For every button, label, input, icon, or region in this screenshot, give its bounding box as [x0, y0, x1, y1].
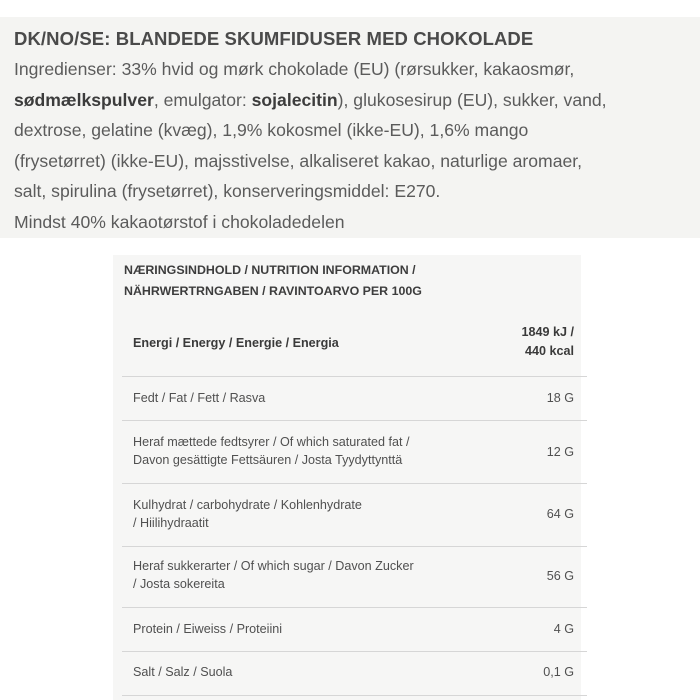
nutrition-header — [113, 255, 581, 302]
nutrition-row-carbohydrate — [122, 484, 587, 547]
protein-label: Protein / Eiweiss / Proteiini — [133, 622, 283, 636]
ingredients-line-2 — [14, 85, 698, 116]
carbohydrate-value: 64 G — [546, 507, 574, 521]
nutrition-row-sugar — [122, 547, 587, 608]
nutrition-row-saturated-fat — [122, 421, 587, 484]
saturated-fat-label-line-2: Davon gesättigte Fettsäuren / Josta Tyydyttynttä — [133, 453, 403, 467]
ingredients-line-6: Mindst 40% kakaotørstof i chokoladedelen — [14, 211, 345, 232]
allergen-milk: sødmælkspulver — [14, 89, 154, 110]
saturated-fat-label — [133, 433, 409, 469]
ingredients-line-5: salt, spirulina (frysetørret), konserveringsmiddel: E270. — [14, 181, 441, 201]
salt-value: 0,1 G — [543, 665, 574, 679]
energy-value-kcal: 440 kcal — [524, 344, 574, 358]
ingredients-panel — [0, 17, 700, 238]
nutrition-row-energy — [122, 308, 587, 377]
ingredients-text — [14, 54, 698, 237]
nutrition-row-protein — [122, 608, 587, 652]
energy-label: Energi / Energy / Energie / Energia — [133, 336, 339, 350]
nutrition-row-fat — [122, 377, 587, 421]
energy-value-kj: 1849 kJ / — [521, 325, 574, 339]
sugar-value: 56 G — [546, 569, 574, 583]
sugar-label-line-1: Heraf sukkerarter / Of which sugar / Davon Zucker — [133, 559, 414, 573]
ingredients-line-2-end: ), glukosesirup (EU), sukker, vand, — [337, 89, 607, 110]
ingredients-line-4: (frysetørret) (ikke-EU), majsstivelse, alkaliseret kakao, naturlige aromaer, — [14, 150, 583, 171]
energy-value — [521, 323, 574, 361]
carbohydrate-label-line-1: Kulhydrat / carbohydrate / Kohlenhydrate — [133, 498, 362, 512]
ingredients-line-3: dextrose, gelatine (kvæg), 1,9% kokosmel (ikke-EU), 1,6% mango — [14, 120, 529, 140]
carbohydrate-label-line-2: / Hiilihydraatit — [133, 516, 209, 530]
ingredients-line-2-mid: , emulgator: — [153, 89, 252, 110]
protein-value: 4 G — [553, 622, 574, 636]
ingredients-title: DK/NO/SE: BLANDEDE SKUMFIDUSER MED CHOKOLADE — [14, 28, 534, 49]
nutrition-header-line-2: NÄHRWERTRNGABEN / RAVINTOARVO PER 100G — [124, 284, 422, 298]
sugar-label — [133, 557, 414, 593]
fat-value: 18 G — [546, 391, 574, 405]
saturated-fat-label-line-1: Heraf mættede fedtsyrer / Of which saturated fat / — [133, 435, 410, 449]
nutrition-row-salt — [122, 652, 587, 696]
allergen-soy: sojalecitin — [251, 89, 338, 110]
sugar-label-line-2: / Josta sokereita — [133, 577, 225, 591]
salt-label: Salt / Salz / Suola — [133, 665, 233, 679]
saturated-fat-value: 12 G — [546, 445, 574, 459]
ingredients-line-1: Ingredienser: 33% hvid og mørk chokolade (EU) (rørsukker, kakaosmør, — [14, 59, 575, 79]
nutrition-table — [113, 255, 581, 700]
fat-label: Fedt / Fat / Fett / Rasva — [133, 391, 266, 405]
carbohydrate-label — [133, 496, 362, 532]
nutrition-header-line-1: NÆRINGSINDHOLD / NUTRITION INFORMATION / — [124, 263, 416, 277]
